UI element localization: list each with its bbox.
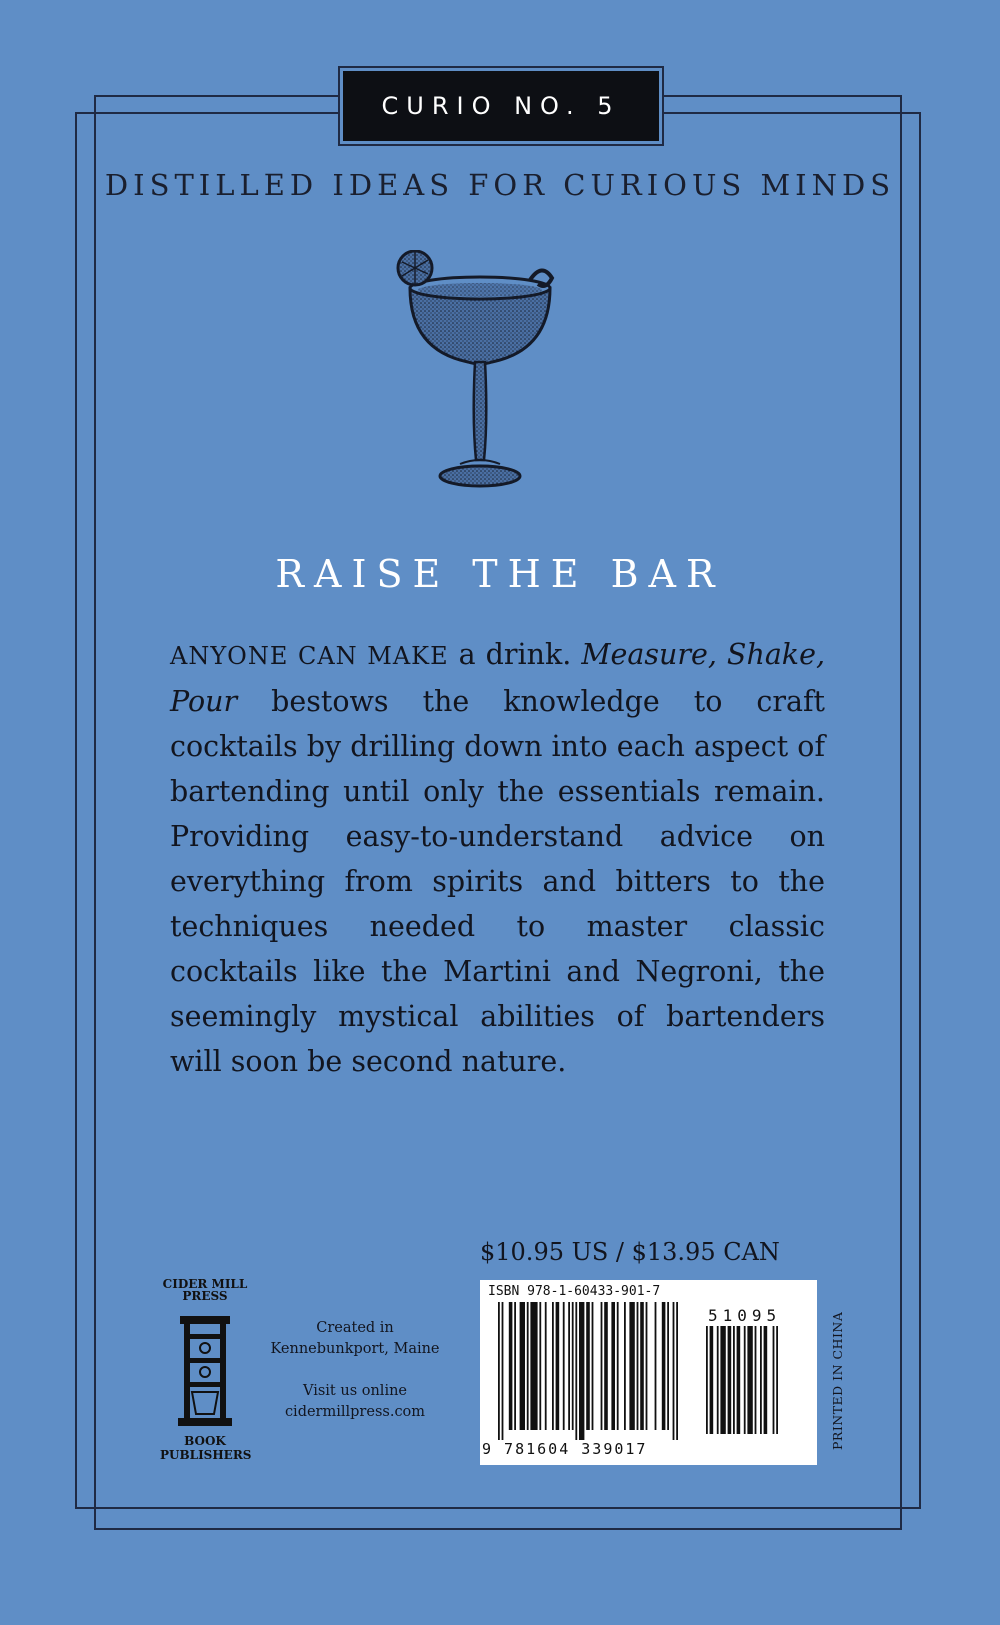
barcode-bar (572, 1302, 574, 1430)
barcode-bar (764, 1326, 768, 1434)
barcode-bar (646, 1302, 648, 1430)
barcode-bar (755, 1326, 757, 1434)
barcode-bar (744, 1326, 746, 1434)
barcode-bar (617, 1302, 619, 1430)
website-link[interactable]: cidermillpress.com (284, 1404, 426, 1420)
created-line-1: Created in (316, 1320, 394, 1336)
book-title-italic: Measure, Shake, Pour (170, 638, 825, 718)
barcode-bar (514, 1302, 516, 1430)
logo-bottom-text: BOOK PUBLISHERS (160, 1434, 252, 1462)
barcode-bar (733, 1326, 735, 1434)
barcode-bar (773, 1326, 775, 1434)
barcode-bar (530, 1302, 537, 1430)
ean-bars (498, 1302, 698, 1442)
barcode-bar (747, 1326, 752, 1434)
ean-digits: 9 781604 339017 (482, 1440, 648, 1458)
barcode-bar (568, 1302, 570, 1430)
cider-press-icon (178, 1314, 232, 1432)
series-label: CURIO NO. 5 (381, 92, 621, 120)
tagline: DISTILLED IDEAS FOR CURIOUS MINDS (104, 168, 896, 202)
created-line-2: Kennebunkport, Maine (270, 1341, 440, 1357)
barcode-bar (539, 1302, 541, 1430)
series-badge (343, 71, 659, 141)
barcode-bar (662, 1302, 666, 1430)
printed-in-label: PRINTED IN CHINA (830, 1311, 845, 1450)
barcode-bar (579, 1302, 584, 1440)
barcode-bar (776, 1326, 778, 1434)
barcode-bar (520, 1302, 525, 1430)
barcode-bar (624, 1302, 626, 1430)
cocktail-coupe-icon (380, 250, 580, 505)
barcode-bar (552, 1302, 554, 1430)
barcode-bar (611, 1302, 615, 1430)
barcode-bar (575, 1302, 577, 1440)
blurb-part2: bestows the knowledge to craft cocktails by drilling down into each aspect of bartending until only the essentials remain. Providing easy-to-understand advice on everything from spirits and bitters to the techniques needed to master classic cocktails like the Martini and Negroni, the seemingly mystical abilities of bartenders will soon be second nature. (170, 685, 825, 1078)
price-code: 51095 (708, 1306, 782, 1325)
barcode-bar (586, 1302, 590, 1430)
barcode-bar (655, 1302, 657, 1430)
barcode-bar (637, 1302, 639, 1430)
blurb-part1: a drink. (448, 638, 582, 671)
barcode-bar (706, 1326, 708, 1434)
isbn-barcode (480, 1280, 817, 1465)
barcode-bar (498, 1302, 500, 1440)
barcode-bar (673, 1302, 675, 1440)
price-label: $10.95 US / $13.95 CAN (480, 1238, 780, 1266)
barcode-bar (592, 1302, 594, 1430)
barcode-bar (629, 1302, 634, 1430)
barcode-bar (563, 1302, 565, 1430)
heading: RAISE THE BAR (275, 552, 725, 596)
barcode-bar (527, 1302, 529, 1430)
description-paragraph (170, 632, 825, 1084)
barcode-bar (502, 1302, 504, 1440)
barcode-bar (710, 1326, 714, 1434)
barcode-bar (545, 1302, 547, 1430)
barcode-bar (676, 1302, 678, 1440)
addon-bars (706, 1326, 806, 1438)
logo-top-text: CIDER MILL PRESS (162, 1277, 248, 1303)
barcode-bar (667, 1302, 669, 1430)
visit-line: Visit us online (302, 1383, 408, 1399)
barcode-bar (720, 1326, 725, 1434)
barcode-bar (717, 1326, 719, 1434)
blurb-lead: ANYONE CAN MAKE (170, 642, 449, 670)
barcode-bar (509, 1302, 513, 1430)
publisher-imprint (270, 1318, 440, 1423)
barcode-bar (604, 1302, 608, 1430)
barcode-bar (556, 1302, 560, 1430)
barcode-bar (737, 1326, 741, 1434)
barcode-bar (640, 1302, 644, 1430)
barcode-bar (728, 1326, 732, 1434)
barcode-bar (601, 1302, 603, 1430)
barcode-bar (760, 1326, 762, 1434)
isbn-label: ISBN 978-1-60433-901-7 (488, 1284, 661, 1299)
publisher-logo (160, 1278, 250, 1464)
